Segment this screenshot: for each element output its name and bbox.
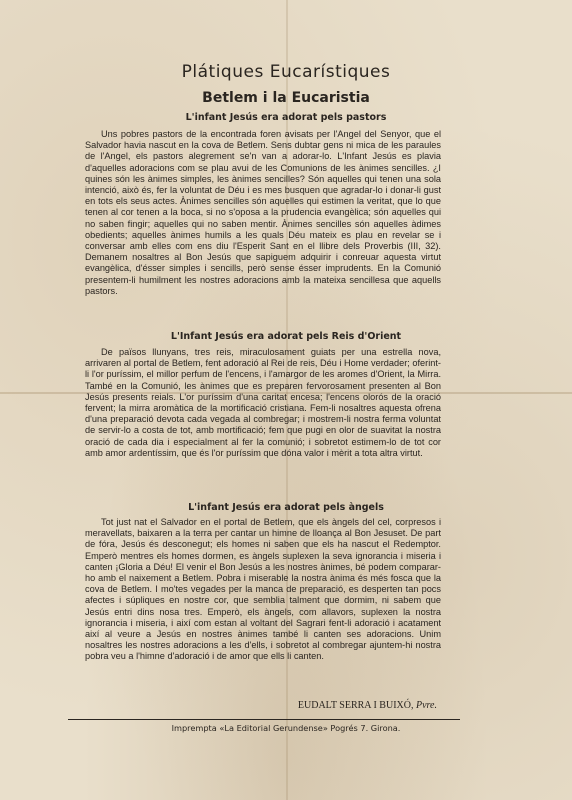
paragraph-reis: De països llunyans, tres reis, miraculosament guiats per una estrella nova, arrivaren al portal de Betlem, fent adoració al Rei de reis, Déu i Home verdader; oferint-li l'or puríssim, el millor perfum de l'encens, i l'amargor de les aromes d'Orient, la Mirra. També en la Comunió, les ànimes que es preparen fervorosament presenten al Bon Jesús presents reials. L'or puríssim d'una caritat encesa; l'encens olorós de la oració fervent; la mirra aromàtica de la mortificació cristiana. Fem-li nosaltres aquesta ofrena d'una preparació devota cada vegada al combregar; i mostrem-li nostra ferma voluntat de servir-lo a costa de tot, amb mortificació; fem que pugi en olor de suavitat la nostra oració de cada dia i especialment al fer la comunió; i sobretot estimem-lo de tot cor amb amor ardentíssim, que és l'or puríssim que dóna valor i mèrit a tota altra virtut.: [85, 347, 441, 458]
paragraph-pastors: Uns pobres pastors de la encontrada foren avisats per l'Angel del Senyor, que el Salvador havia nascut en la cova de Betlem. Sens dubtar gens ni mica de les paraules de l'Angel, els pastors alegrement se'n van a adorar-lo. L'Infant Jesús es plavia d'aquelles adoracions com se plau avui de les Comunions de les ànimes sencilles. ¿I quines són les ànimes simples, les ànimes sencilles? Són aquelles qui tenen una sola intenció, això és, fer la voluntat de Déu i es mes busquen que agradar-lo i donar-li gust en tots els seus actes. Ànimes sencilles són aquelles qui estimen la veritat, que lo que tenen al cor tenen a la boca, si no s'oposa a la prudencia evangèlica; són aquelles qui no saben fingir; aquelles qui no saben mentir. Ànimes sencilles són aquelles àdimes obedients; aquelles ànimes humils a les quals Déu mateix es plau en revelar se i conversar amb elles com ens diu l'Esperit Sant en el llibre dels Proverbis (III, 32). Demanem nosaltres al Bon Jesús que sapiguem adquirir i conreuar aquesta virtut evangèlica, d'ésser simples i sencills, però sense ésser imprudents. En la Comunió presentem-li humilment les nostres adoracions amb la mateixa sencillesa que aquells pastors.: [85, 129, 441, 296]
paragraph-angels: Tot just nat el Salvador en el portal de Betlem, que els àngels del cel, corpresos i meravellats, baixaren a la terra per cantar un himne de lloança al Bon Jesuset. De part de fóra, Jesús és desconegut; els homes ni saben que els ha nascut el Redemptor. Emperò mentres els homes dormen, es àngels suplexen la seva ignorancia i miseria i canten ¡Gloria a Déu! El venir el Bon Jesús a les nostres ànimes, bé podem comparar-ho amb el naixement a Betlem. Pobra i miserable la nostra ànima és més fosca que la cova de Betlem. I mo'tes vegades per la manca de preparació, es desperten tan pocs afectes i súpliques en nostre cor, que semblia talment que dormim, ni sabem que Jesús entri dins nosa tres. Emperò, els àngels, com allavors, suplexen la nostra ignorancia i miseria, i així com estan al voltant del Sagrari fent-li adoració i acatament així al veure a Jesús en nostres ànimes també li canten ses adoracions. Unim nosaltres les nostres adoracions a les d'ells, i sobretot al combregar ajuntem-hi nostra pobra veu a l'himne d'adoració i de amor que ells li canten.: [85, 517, 441, 662]
author-title: Pvre.: [415, 700, 437, 711]
section-heading-pastors: L'infant Jesús era adorat pels pastors: [185, 112, 387, 123]
footer-divider: [68, 719, 460, 720]
printer-imprint: Imprempta «La Editorial Gerundense» Pogrés 7. Girona.: [171, 723, 401, 733]
section-heading-reis: L'Infant Jesús era adorat pels Reis d'Orient: [170, 331, 402, 342]
main-title: Betlem i la Eucaristia: [202, 90, 370, 106]
author-signature: [85, 700, 437, 711]
author-name: EUDALT SERRA I BUIXÓ,: [297, 700, 414, 711]
section-heading-angels: L'infant Jesús era adorat pels àngels: [188, 502, 384, 513]
series-title: Plátiques Eucarístiques: [181, 62, 391, 82]
